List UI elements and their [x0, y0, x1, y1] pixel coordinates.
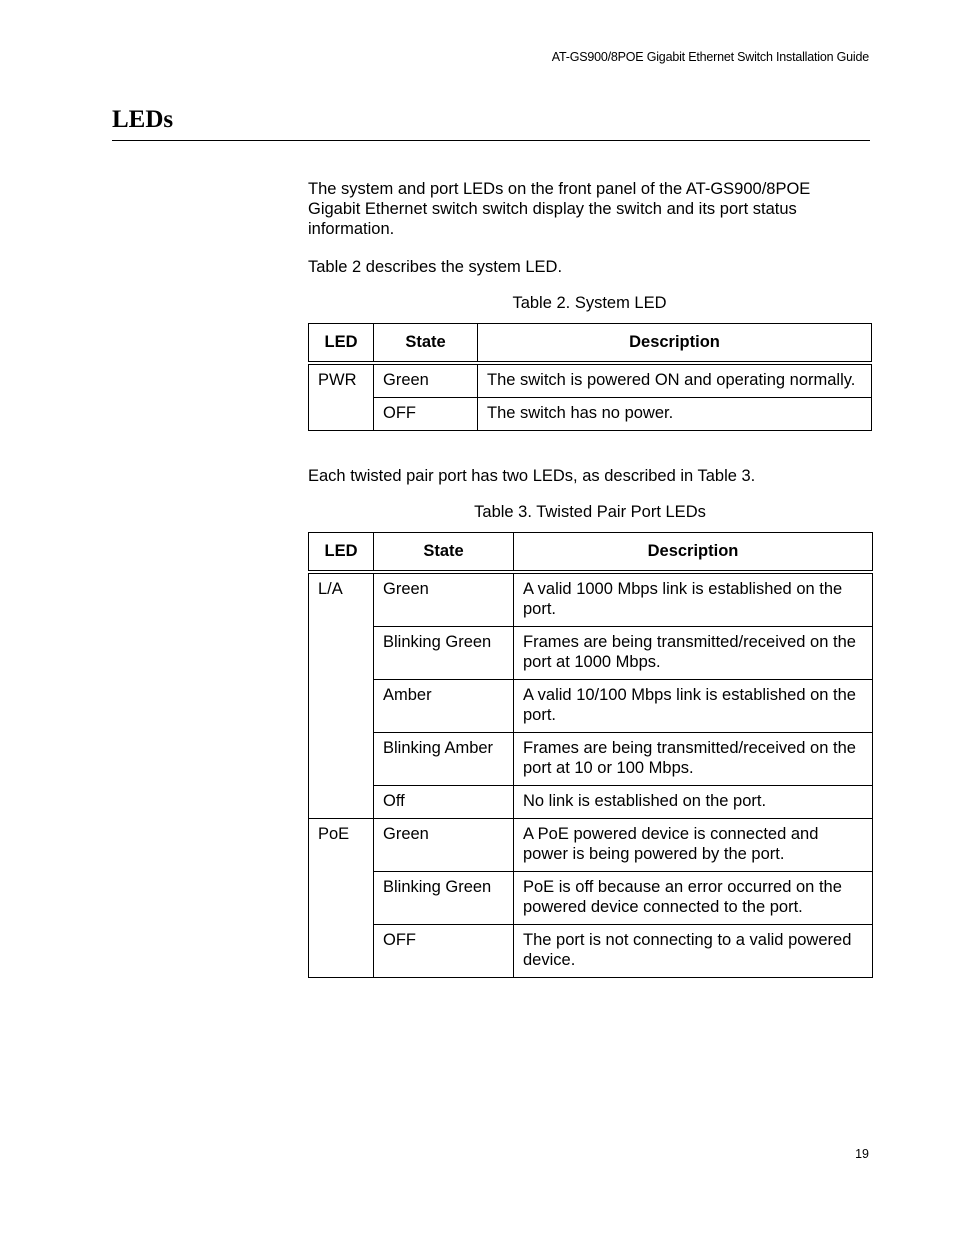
state-cell: Green [374, 363, 478, 398]
led-cell: L/A [309, 572, 374, 819]
table-row [309, 572, 873, 627]
table-row [309, 733, 873, 786]
description-cell: The switch is powered ON and operating normally. [478, 363, 872, 398]
description-cell: The switch has no power. [478, 398, 872, 431]
column-header-description: Description [514, 533, 873, 573]
column-header-state: State [374, 324, 478, 364]
description-cell: Frames are being transmitted/received on the port at 10 or 100 Mbps. [514, 733, 873, 786]
system-led-table [308, 323, 872, 431]
table-row [309, 627, 873, 680]
column-header-led: LED [309, 533, 374, 573]
table-row [309, 680, 873, 733]
state-cell: Blinking Amber [374, 733, 514, 786]
table-row [309, 398, 872, 431]
table-header-row [309, 324, 872, 364]
state-cell: Green [374, 819, 514, 872]
title-rule [112, 140, 870, 141]
state-cell: Blinking Green [374, 872, 514, 925]
section-title: LEDs [112, 106, 174, 133]
table-row [309, 819, 873, 872]
twisted-pair-led-table [308, 532, 873, 978]
page-number: 19 [855, 1147, 869, 1161]
table-row [309, 363, 872, 398]
led-cell: PoE [309, 819, 374, 978]
running-header: AT-GS900/8POE Gigabit Ethernet Switch Installation Guide [551, 50, 869, 64]
table-row [309, 872, 873, 925]
description-cell: A valid 10/100 Mbps link is established on the port. [514, 680, 873, 733]
state-cell: OFF [374, 925, 514, 978]
intro-paragraph: The system and port LEDs on the front panel of the AT-GS900/8POE Gigabit Ethernet switch switch display the switch and its port status information. [308, 180, 811, 238]
description-cell: The port is not connecting to a valid powered device. [514, 925, 873, 978]
state-cell: OFF [374, 398, 478, 431]
led-cell: PWR [309, 363, 374, 431]
table-row [309, 786, 873, 819]
column-header-led: LED [309, 324, 374, 364]
table-header-row [309, 533, 873, 573]
state-cell: Green [374, 572, 514, 627]
table3-reference: Each twisted pair port has two LEDs, as described in Table 3. [308, 467, 756, 485]
description-cell: A valid 1000 Mbps link is established on the port. [514, 572, 873, 627]
description-cell: A PoE powered device is connected and power is being powered by the port. [514, 819, 873, 872]
state-cell: Amber [374, 680, 514, 733]
column-header-state: State [374, 533, 514, 573]
description-cell: No link is established on the port. [514, 786, 873, 819]
table2-caption: Table 2. System LED [512, 294, 667, 312]
column-header-description: Description [478, 324, 872, 364]
description-cell: Frames are being transmitted/received on the port at 1000 Mbps. [514, 627, 873, 680]
state-cell: Blinking Green [374, 627, 514, 680]
table-row [309, 925, 873, 978]
state-cell: Off [374, 786, 514, 819]
table2-reference: Table 2 describes the system LED. [308, 258, 563, 276]
table3-caption: Table 3. Twisted Pair Port LEDs [474, 503, 706, 521]
description-cell: PoE is off because an error occurred on the powered device connected to the port. [514, 872, 873, 925]
